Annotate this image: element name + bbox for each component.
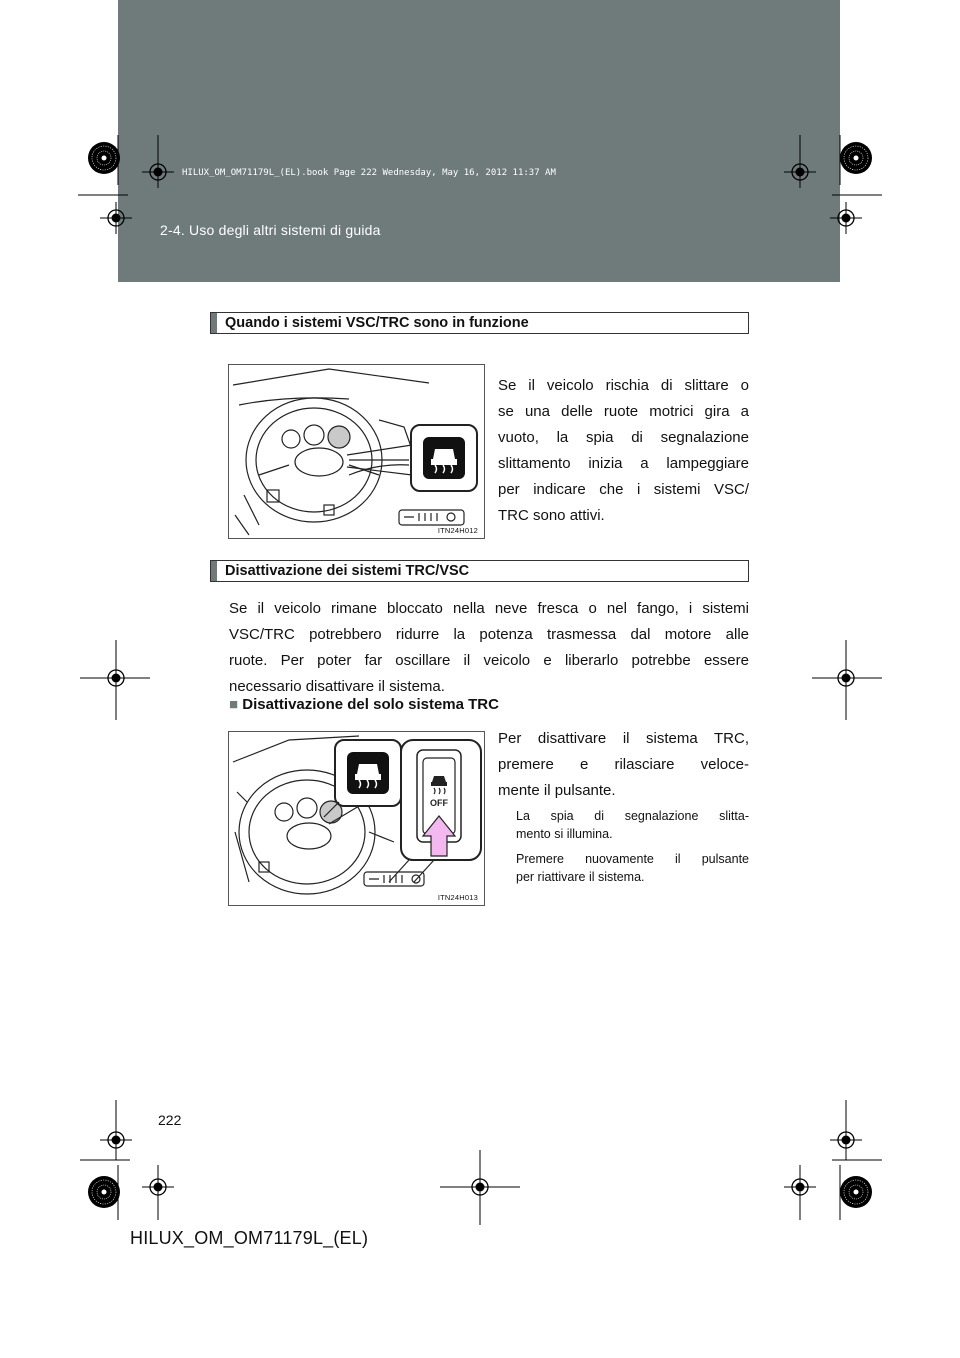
figure-dashboard-vsc	[228, 364, 485, 539]
figure-label: ITN24H013	[437, 893, 478, 902]
off-label: OFF	[430, 798, 448, 808]
text-line: mente il pulsante.	[498, 782, 616, 799]
section-title: Quando i sistemi VSC/TRC sono in funzione	[225, 315, 529, 331]
text-line: per indicare che i sistemi VSC/	[498, 481, 749, 498]
text-line: Premere nuovamente il pulsante	[516, 852, 749, 866]
text-line: VSC/TRC potrebbero ridurre la potenza trasmessa dal motore alle	[229, 626, 749, 643]
heading-bar	[211, 561, 217, 581]
subheading-text: Disattivazione del solo sistema TRC	[242, 696, 499, 713]
text-line: Per disattivare il sistema TRC,	[498, 730, 749, 747]
section1-paragraph	[498, 373, 749, 529]
figure-label: ITN24H012	[437, 526, 478, 535]
note-indicator	[516, 807, 749, 843]
text-line: necessario disattivare il sistema.	[229, 678, 445, 695]
dashboard-button-illustration	[229, 732, 486, 907]
dashboard-illustration	[229, 365, 486, 540]
section2-intro	[229, 596, 749, 700]
note-reactivate	[516, 850, 749, 886]
heading-bar	[211, 313, 217, 333]
text-line: per riattivare il sistema.	[516, 870, 645, 884]
text-line: Se il veicolo rischia di slittare o	[498, 377, 749, 394]
figure-trc-off-button	[228, 731, 485, 906]
section-heading-disable	[210, 560, 749, 582]
text-line: se una delle ruote motrici gira a	[498, 403, 749, 420]
text-line: vuoto, la spia di segnalazione	[498, 429, 749, 446]
square-bullet-icon: ■	[229, 696, 239, 713]
section-heading-vsc-trc	[210, 312, 749, 334]
book-info-line: HILUX_OM_OM71179L_(EL).book Page 222 Wednesday, May 16, 2012 11:37 AM	[182, 168, 556, 178]
section-header: 2-4. Uso degli altri sistemi di guida	[160, 222, 381, 238]
text-line: slittamento inizia a lampeggiare	[498, 455, 749, 472]
text-line: ruote. Per poter far oscillare il veicolo e liberarlo potrebbe essere	[229, 652, 749, 669]
text-line: premere e rilasciare veloce-	[498, 756, 749, 773]
section-title: Disattivazione dei sistemi TRC/VSC	[225, 563, 470, 579]
text-line: mento si illumina.	[516, 827, 613, 841]
text-line: Se il veicolo rimane bloccato nella neve fresca o nel fango, i sistemi	[229, 600, 749, 617]
document-id: HILUX_OM_OM71179L_(EL)	[130, 1228, 369, 1248]
instruction-paragraph	[498, 726, 749, 804]
text-line: La spia di segnalazione slitta-	[516, 809, 749, 823]
page-number: 222	[158, 1112, 182, 1128]
subheading-trc-only	[229, 696, 499, 713]
text-line: TRC sono attivi.	[498, 507, 605, 524]
